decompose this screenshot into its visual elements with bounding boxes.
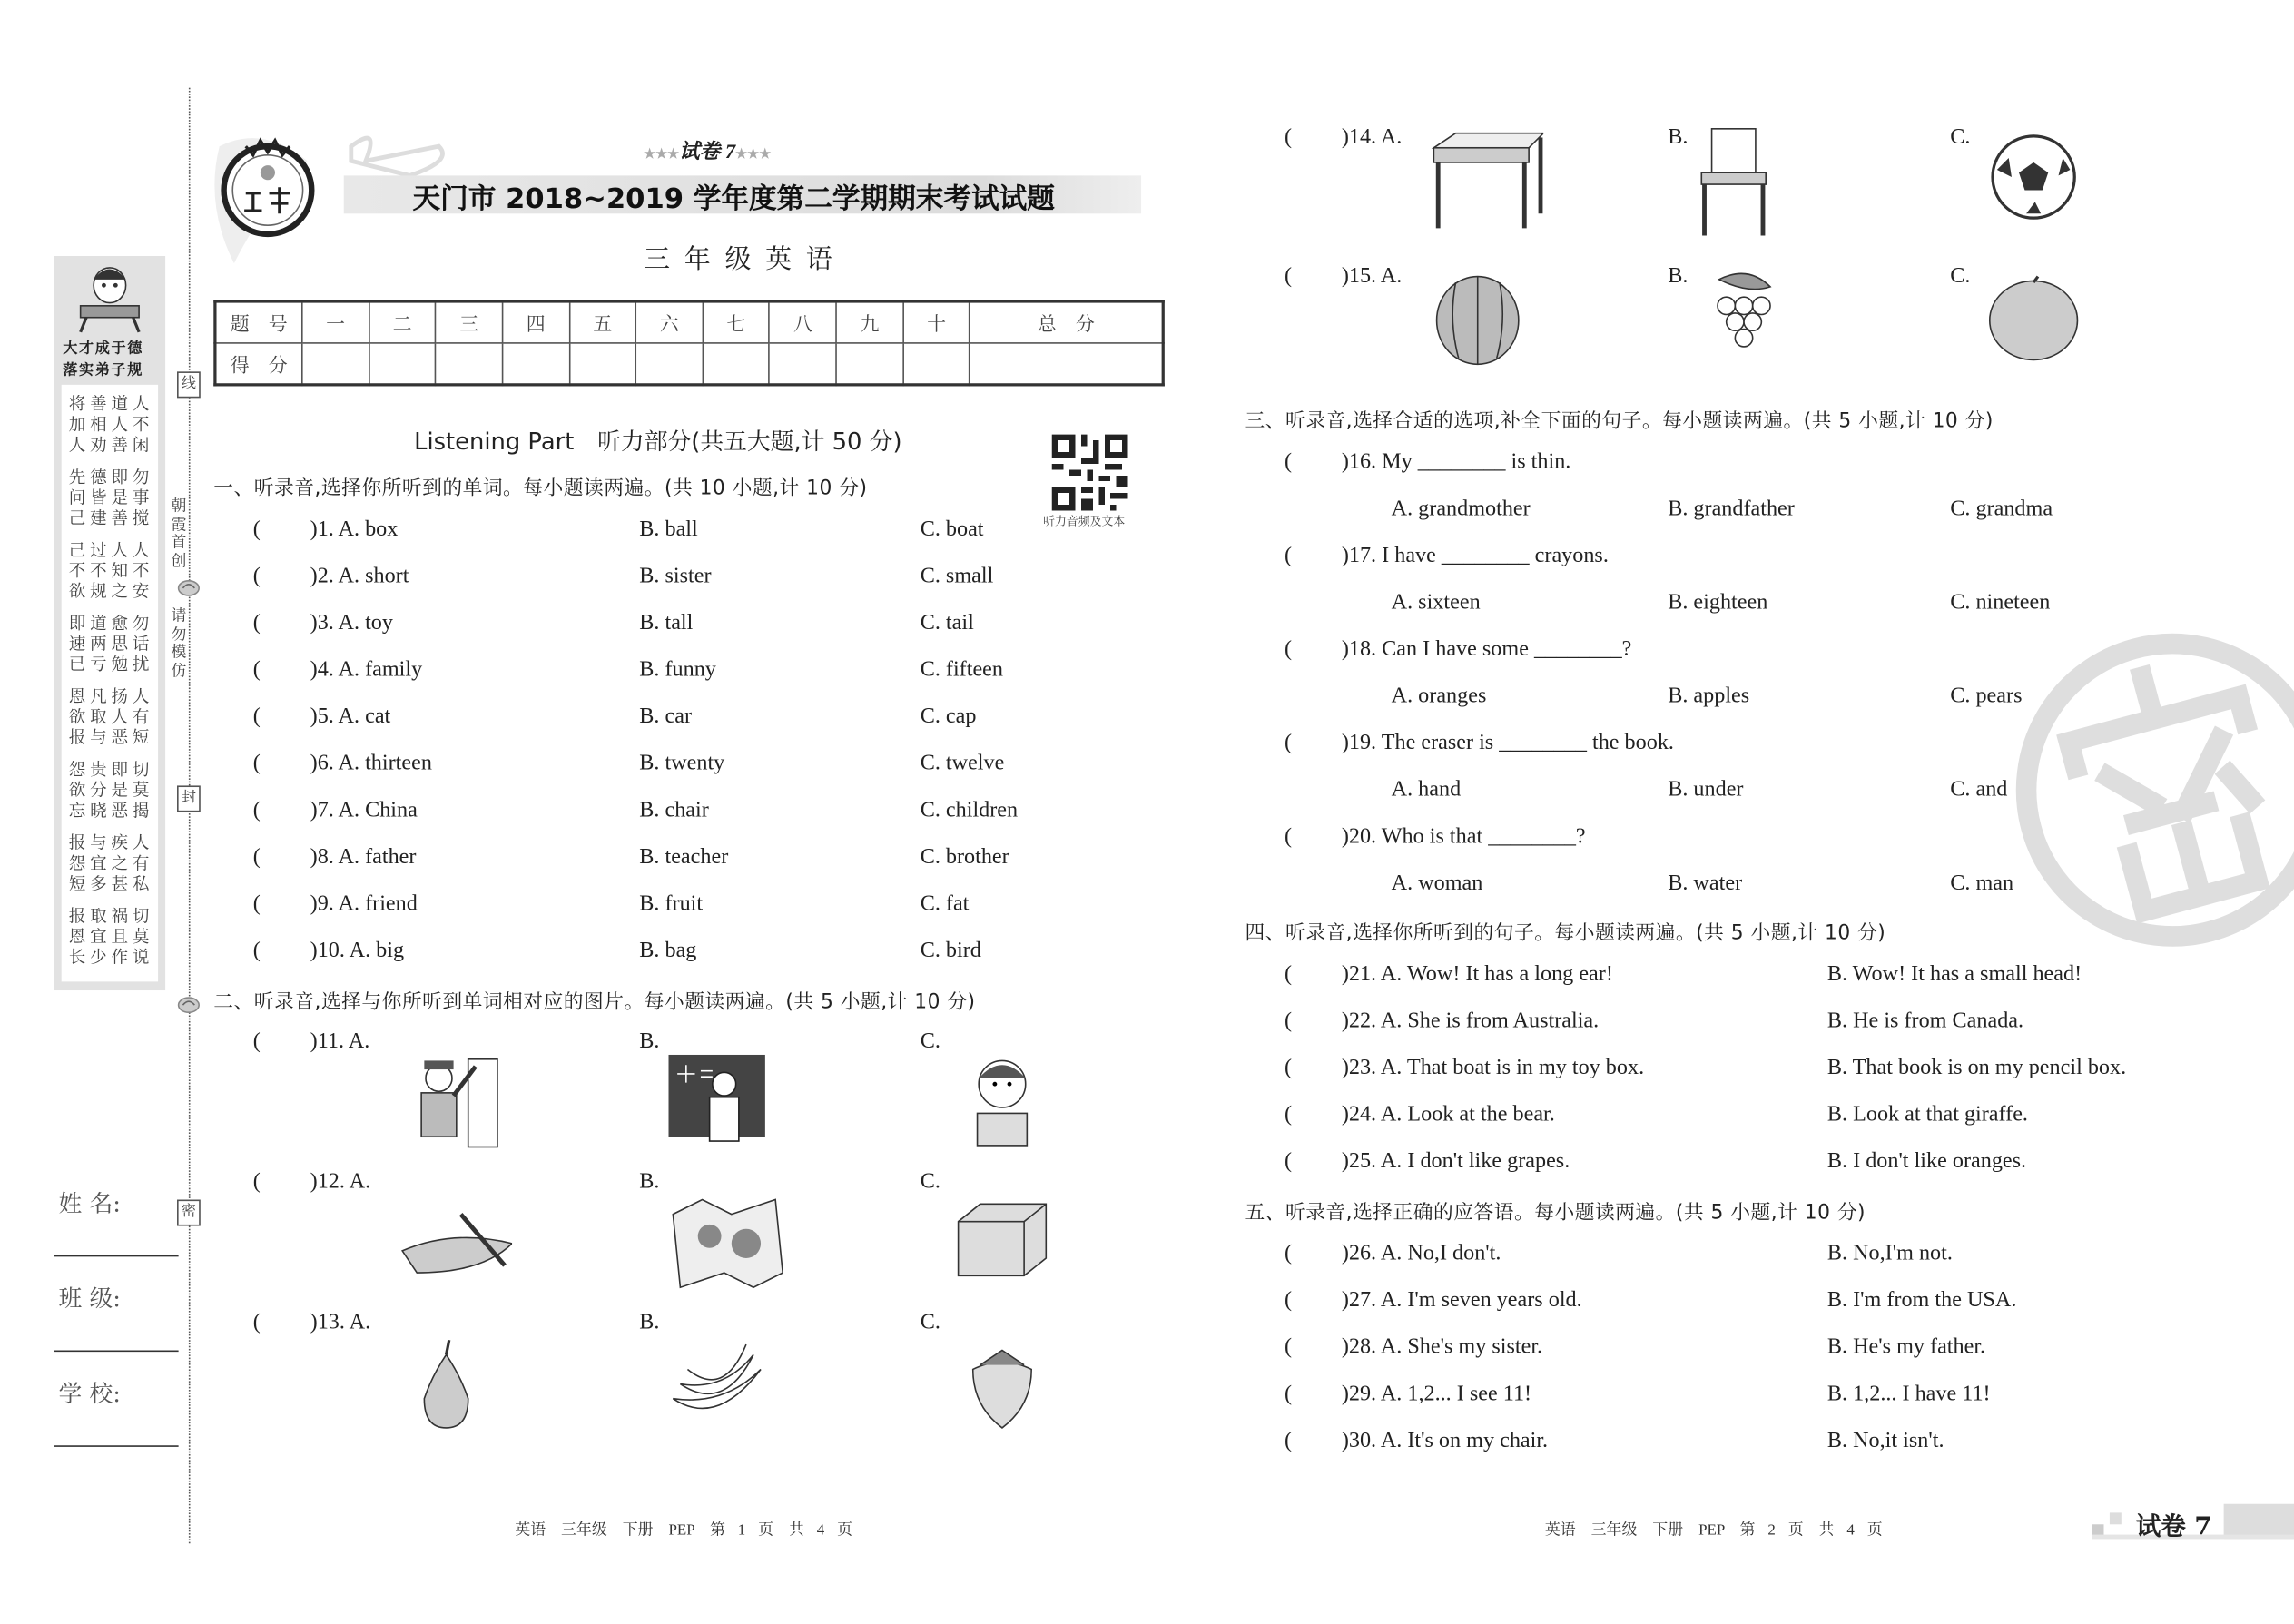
score-header-cell: 八	[770, 301, 837, 343]
question-option-a: A. woman	[1391, 871, 1483, 896]
question-option-b: B. tall	[639, 611, 694, 635]
confidential-watermark	[2012, 629, 2294, 951]
question-option-b: B. 1,2... I have 11!	[1826, 1382, 1991, 1406]
question-option-c: C. and	[1950, 778, 2008, 802]
question-stem: )17. I have ________ crayons.	[1341, 544, 1609, 568]
question-option-a: )5. A. cat	[310, 704, 391, 729]
score-row-label: 得 分	[215, 343, 302, 385]
question-option-b: B. apples	[1668, 684, 1750, 709]
paper-badge-label: 试卷 7	[2135, 1512, 2212, 1542]
score-input-cell[interactable]	[970, 343, 1163, 385]
question-option-a: A. hand	[1391, 778, 1462, 802]
poem-line: 问皆是事	[68, 487, 154, 508]
question-option-b: B. under	[1668, 778, 1744, 802]
poem-line: 恩凡扬人	[68, 685, 154, 707]
answer-bracket[interactable]: (	[1284, 1149, 1293, 1174]
poem-line: 怨贵即切	[68, 759, 154, 780]
binding-dotted-line	[189, 88, 191, 1544]
option-label-c: C.	[920, 1170, 940, 1195]
question-option-c: C. man	[1950, 871, 2014, 896]
question-option-b: B. He's my father.	[1826, 1335, 1986, 1360]
answer-bracket[interactable]: (	[252, 1170, 261, 1195]
score-input-cell[interactable]	[436, 343, 503, 385]
vertical-note: 请勿模仿	[171, 606, 187, 680]
answer-bracket[interactable]: (	[1284, 962, 1293, 987]
poem-line: 先德即勿	[68, 467, 154, 487]
question-option-c: C. children	[920, 798, 1019, 822]
question-option-a: )9. A. friend	[310, 892, 418, 916]
option-label-b: B.	[1668, 125, 1689, 150]
score-input-cell[interactable]	[569, 343, 636, 385]
student-field-input[interactable]	[54, 1445, 179, 1447]
question-option-b: B. bag	[639, 939, 697, 963]
score-input-cell[interactable]	[703, 343, 770, 385]
poem-line: 长少作说	[68, 946, 154, 968]
question-option-c: C. nineteen	[1950, 591, 2051, 615]
answer-bracket[interactable]: (	[252, 752, 261, 776]
poem-line: 不不知不	[68, 560, 154, 581]
question-option-b: B. fruit	[639, 892, 704, 916]
poem-line: 报与恶短	[68, 726, 154, 748]
brand-logo-seal	[217, 134, 320, 240]
answer-bracket[interactable]: (	[1284, 1335, 1293, 1360]
question-option-b: B. teacher	[639, 845, 729, 870]
answer-bracket[interactable]: (	[1284, 824, 1293, 849]
option-label-b: B.	[639, 1029, 660, 1054]
score-input-cell[interactable]	[903, 343, 970, 385]
answer-bracket[interactable]: (	[252, 704, 261, 729]
score-header-cell: 一	[302, 301, 369, 343]
question-option-a: )21. A. Wow! It has a long ear!	[1341, 962, 1613, 987]
answer-bracket[interactable]: (	[1284, 264, 1293, 289]
question-option-a: )28. A. She's my sister.	[1341, 1335, 1543, 1360]
sidebar-rules-panel	[54, 256, 165, 990]
subject-title: 三 年 级 英 语	[644, 244, 836, 275]
poem-line: 报取祸切	[68, 905, 154, 927]
question-option-a: A. oranges	[1391, 684, 1487, 709]
score-input-cell[interactable]	[770, 343, 837, 385]
option-label-c: C.	[920, 1029, 940, 1054]
question-option-b: B. sister	[639, 565, 712, 588]
poem-line: 欲分是莫	[68, 779, 154, 801]
question-option-b: B. car	[639, 704, 693, 729]
question-option-b: B. Look at that giraffe.	[1826, 1103, 2028, 1127]
answer-bracket[interactable]: (	[252, 798, 261, 822]
question-option-a: )30. A. It's on my chair.	[1341, 1429, 1549, 1453]
question-option-a: )6. A. thirteen	[310, 752, 432, 776]
answer-bracket[interactable]: (	[252, 1029, 261, 1054]
question-option-c: C. cap	[920, 704, 977, 729]
question-option-a: )4. A. family	[310, 658, 423, 683]
answer-bracket[interactable]: (	[1284, 1382, 1293, 1406]
strawberry-picture	[951, 1333, 1068, 1454]
question-option-c: C. small	[920, 565, 994, 588]
poem-line: 速两思话	[68, 633, 154, 655]
student-reading-picture	[951, 1052, 1068, 1174]
option-label-b: B.	[1668, 264, 1689, 289]
poem-line: 己建善搅	[68, 507, 154, 528]
question-option-b: B. No,it isn't.	[1826, 1429, 1944, 1453]
boat-picture	[395, 1192, 512, 1314]
poem-line: 人劝善闲	[68, 434, 154, 456]
answer-bracket[interactable]: (	[1284, 1103, 1293, 1127]
seal-line-marker: 密	[177, 1200, 201, 1226]
score-input-cell[interactable]	[836, 343, 903, 385]
question-option-a: )8. A. father	[310, 845, 417, 870]
seal-line-marker: 封	[177, 785, 201, 812]
score-table-header-row	[215, 301, 1163, 343]
question-option-c: C. brother	[920, 845, 1009, 870]
student-field-input[interactable]	[54, 1255, 179, 1257]
score-header-cell: 总 分	[970, 301, 1163, 343]
answer-bracket[interactable]: (	[252, 892, 261, 916]
section-header: 二、听录音,选择与你所听到单词相对应的图片。每小题读两遍。(共 5 小题,计 10 分)	[213, 990, 976, 1014]
score-input-cell[interactable]	[302, 343, 369, 385]
question-option-b: B. ball	[639, 517, 698, 542]
question-option-b: B. twenty	[639, 752, 725, 776]
question-option-b: B. I don't like oranges.	[1826, 1149, 2027, 1174]
swirl-icon	[177, 578, 201, 599]
poem-line: 加相人不	[68, 414, 154, 435]
question-option-b: B. chair	[639, 798, 709, 822]
question-option-c: C. fat	[920, 892, 970, 916]
question-option-a: )1. A. box	[310, 517, 399, 542]
scholar-cartoon-icon	[69, 259, 151, 335]
poem-line: 短多甚私	[68, 873, 154, 894]
footer-page-info-left: 英语 三年级 下册 PEP 第 1 页 共 4 页	[515, 1522, 853, 1540]
teacher-picture	[665, 1052, 783, 1174]
question-option-a: )3. A. toy	[310, 611, 393, 635]
answer-bracket[interactable]: (	[252, 565, 261, 588]
student-field-label: 班 级:	[58, 1284, 121, 1313]
question-option-b: B. He is from Canada.	[1826, 1009, 2024, 1033]
student-field-input[interactable]	[54, 1351, 179, 1353]
question-option-b: B. grandfather	[1668, 497, 1795, 521]
poem-line: 己过人人	[68, 539, 154, 561]
question-option-b: B. water	[1668, 871, 1743, 896]
answer-bracket[interactable]: (	[1284, 544, 1293, 568]
score-header-cell: 十	[903, 301, 970, 343]
answer-bracket[interactable]: (	[1284, 1242, 1293, 1266]
qr-caption: 听力音频及文本	[1043, 515, 1126, 528]
bananas-picture	[665, 1333, 783, 1454]
question-option-a: )22. A. She is from Australia.	[1341, 1009, 1600, 1033]
question-number: )12. A.	[310, 1170, 371, 1195]
score-table-score-row	[215, 343, 1163, 385]
answer-bracket[interactable]: (	[252, 517, 261, 542]
question-option-c: C. boat	[920, 517, 984, 542]
question-option-c: C. twelve	[920, 752, 1005, 776]
grapes-picture	[1689, 265, 1807, 387]
question-number: )13. A.	[310, 1310, 371, 1334]
score-input-cell[interactable]	[502, 343, 569, 385]
answer-bracket[interactable]: (	[1284, 1009, 1293, 1033]
answer-bracket[interactable]: (	[252, 611, 261, 635]
question-number: )14. A.	[1341, 125, 1403, 150]
poem-line: 怨宜之有	[68, 852, 154, 874]
seal-line-marker: 线	[177, 371, 201, 398]
question-option-c: C. pears	[1950, 684, 2023, 709]
poem-line: 将善道人	[68, 393, 154, 415]
question-option-a: A. sixteen	[1391, 591, 1481, 615]
poem-line: 欲规之安	[68, 580, 154, 602]
ball-picture	[1983, 126, 2100, 248]
score-header-cell: 题 号	[215, 301, 302, 343]
section-header: 三、听录音,选择合适的选项,补全下面的句子。每小题读两遍。(共 5 小题,计 10 分)	[1245, 409, 1994, 434]
question-option-a: A. grandmother	[1391, 497, 1531, 521]
question-option-b: B. I'm from the USA.	[1826, 1288, 2017, 1313]
poem-line: 已亏勉扰	[68, 654, 154, 674]
score-input-cell[interactable]	[369, 343, 436, 385]
score-header-cell: 五	[569, 301, 636, 343]
question-option-a: )26. A. No,I don't.	[1341, 1242, 1501, 1266]
answer-bracket[interactable]: (	[1284, 1056, 1293, 1080]
question-option-a: )27. A. I'm seven years old.	[1341, 1288, 1582, 1313]
question-option-a: )23. A. That boat is in my toy box.	[1341, 1056, 1645, 1080]
question-number: )15. A.	[1341, 264, 1403, 289]
answer-bracket[interactable]: (	[1284, 1429, 1293, 1453]
question-option-a: )29. A. 1,2... I see 11!	[1341, 1382, 1532, 1406]
question-option-a: )7. A. China	[310, 798, 418, 822]
qr-code-icon[interactable]	[1052, 435, 1128, 511]
answer-bracket[interactable]: (	[1284, 1288, 1293, 1313]
question-stem: )20. Who is that ________?	[1341, 824, 1586, 849]
question-option-a: )25. A. I don't like grapes.	[1341, 1149, 1570, 1174]
score-header-cell: 六	[636, 301, 704, 343]
question-option-b: B. Wow! It has a small head!	[1826, 962, 2082, 987]
score-header-cell: 四	[502, 301, 569, 343]
policeman-picture	[395, 1052, 512, 1174]
score-header-cell: 二	[369, 301, 436, 343]
poem-line: 忘晓恶揭	[68, 800, 154, 822]
question-option-c: C. tail	[920, 611, 974, 635]
score-header-cell: 三	[436, 301, 503, 343]
score-header-cell: 九	[836, 301, 903, 343]
section-header: 一、听录音,选择你所听到的单词。每小题读两遍。(共 10 小题,计 10 分)	[213, 477, 868, 501]
score-input-cell[interactable]	[636, 343, 704, 385]
option-label-b: B.	[639, 1310, 660, 1334]
answer-bracket[interactable]: (	[1284, 637, 1293, 662]
question-option-a: )10. A. big	[310, 939, 405, 963]
student-field-label: 姓 名:	[58, 1189, 121, 1217]
vertical-note: 朝霞首创	[171, 497, 187, 570]
box-picture	[951, 1192, 1068, 1314]
orange-picture	[1983, 265, 2100, 387]
answer-bracket[interactable]: (	[1284, 125, 1293, 150]
poem-line: 即道愈勿	[68, 613, 154, 634]
watermelon-picture	[1426, 265, 1543, 387]
question-option-c: C. grandma	[1950, 497, 2053, 521]
poem-line: 报与疾人	[68, 832, 154, 853]
listening-part-title: Listening Part 听力部分(共五大题,计 50 分)	[414, 427, 902, 456]
desk-picture	[1426, 126, 1543, 248]
question-option-a: )24. A. Look at the bear.	[1341, 1103, 1555, 1127]
paper-number-label: ★★★试卷 7★★★	[644, 142, 772, 164]
answer-bracket[interactable]: (	[252, 1310, 261, 1334]
motto-line: 大才成于德	[63, 340, 143, 358]
motto-line: 落实弟子规	[63, 362, 143, 379]
question-option-a: )2. A. short	[310, 565, 409, 588]
swirl-icon	[177, 995, 201, 1016]
section-header: 四、听录音,选择你所听到的句子。每小题读两遍。(共 5 小题,计 10 分)	[1245, 921, 1886, 946]
map-picture	[665, 1192, 783, 1314]
chair-picture	[1689, 126, 1807, 248]
score-table	[213, 300, 1165, 386]
answer-bracket[interactable]: (	[1284, 731, 1293, 755]
answer-bracket[interactable]: (	[252, 845, 261, 870]
poem-box	[62, 385, 158, 982]
paper-badge	[2092, 1504, 2294, 1540]
student-field-label: 学 校:	[58, 1379, 121, 1408]
question-option-c: C. bird	[920, 939, 981, 963]
answer-bracket[interactable]: (	[252, 658, 261, 683]
footer-page-info-right: 英语 三年级 下册 PEP 第 2 页 共 4 页	[1544, 1522, 1883, 1540]
score-header-cell: 七	[703, 301, 770, 343]
question-option-b: B. That book is on my pencil box.	[1826, 1056, 2127, 1080]
option-label-c: C.	[1950, 125, 1971, 150]
answer-bracket[interactable]: (	[1284, 450, 1293, 475]
poem-line: 欲取人有	[68, 706, 154, 727]
section-header: 五、听录音,选择正确的应答语。每小题读两遍。(共 5 小题,计 10 分)	[1245, 1201, 1866, 1225]
question-stem: )19. The eraser is ________ the book.	[1341, 731, 1674, 755]
question-stem: )18. Can I have some ________?	[1341, 637, 1632, 662]
question-option-b: B. eighteen	[1668, 591, 1768, 615]
exam-title: 天门市 2018~2019 学年度第二学期期末考试试题	[412, 182, 1055, 215]
question-option-b: B. funny	[639, 658, 716, 683]
question-option-c: C. fifteen	[920, 658, 1004, 683]
pear-picture	[395, 1333, 512, 1454]
option-label-c: C.	[920, 1310, 940, 1334]
question-stem: )16. My ________ is thin.	[1341, 450, 1571, 475]
question-option-b: B. No,I'm not.	[1826, 1242, 1953, 1266]
answer-bracket[interactable]: (	[252, 939, 261, 963]
option-label-c: C.	[1950, 264, 1971, 289]
option-label-b: B.	[639, 1170, 660, 1195]
poem-line: 恩宜且莫	[68, 926, 154, 947]
question-number: )11. A.	[310, 1029, 370, 1054]
